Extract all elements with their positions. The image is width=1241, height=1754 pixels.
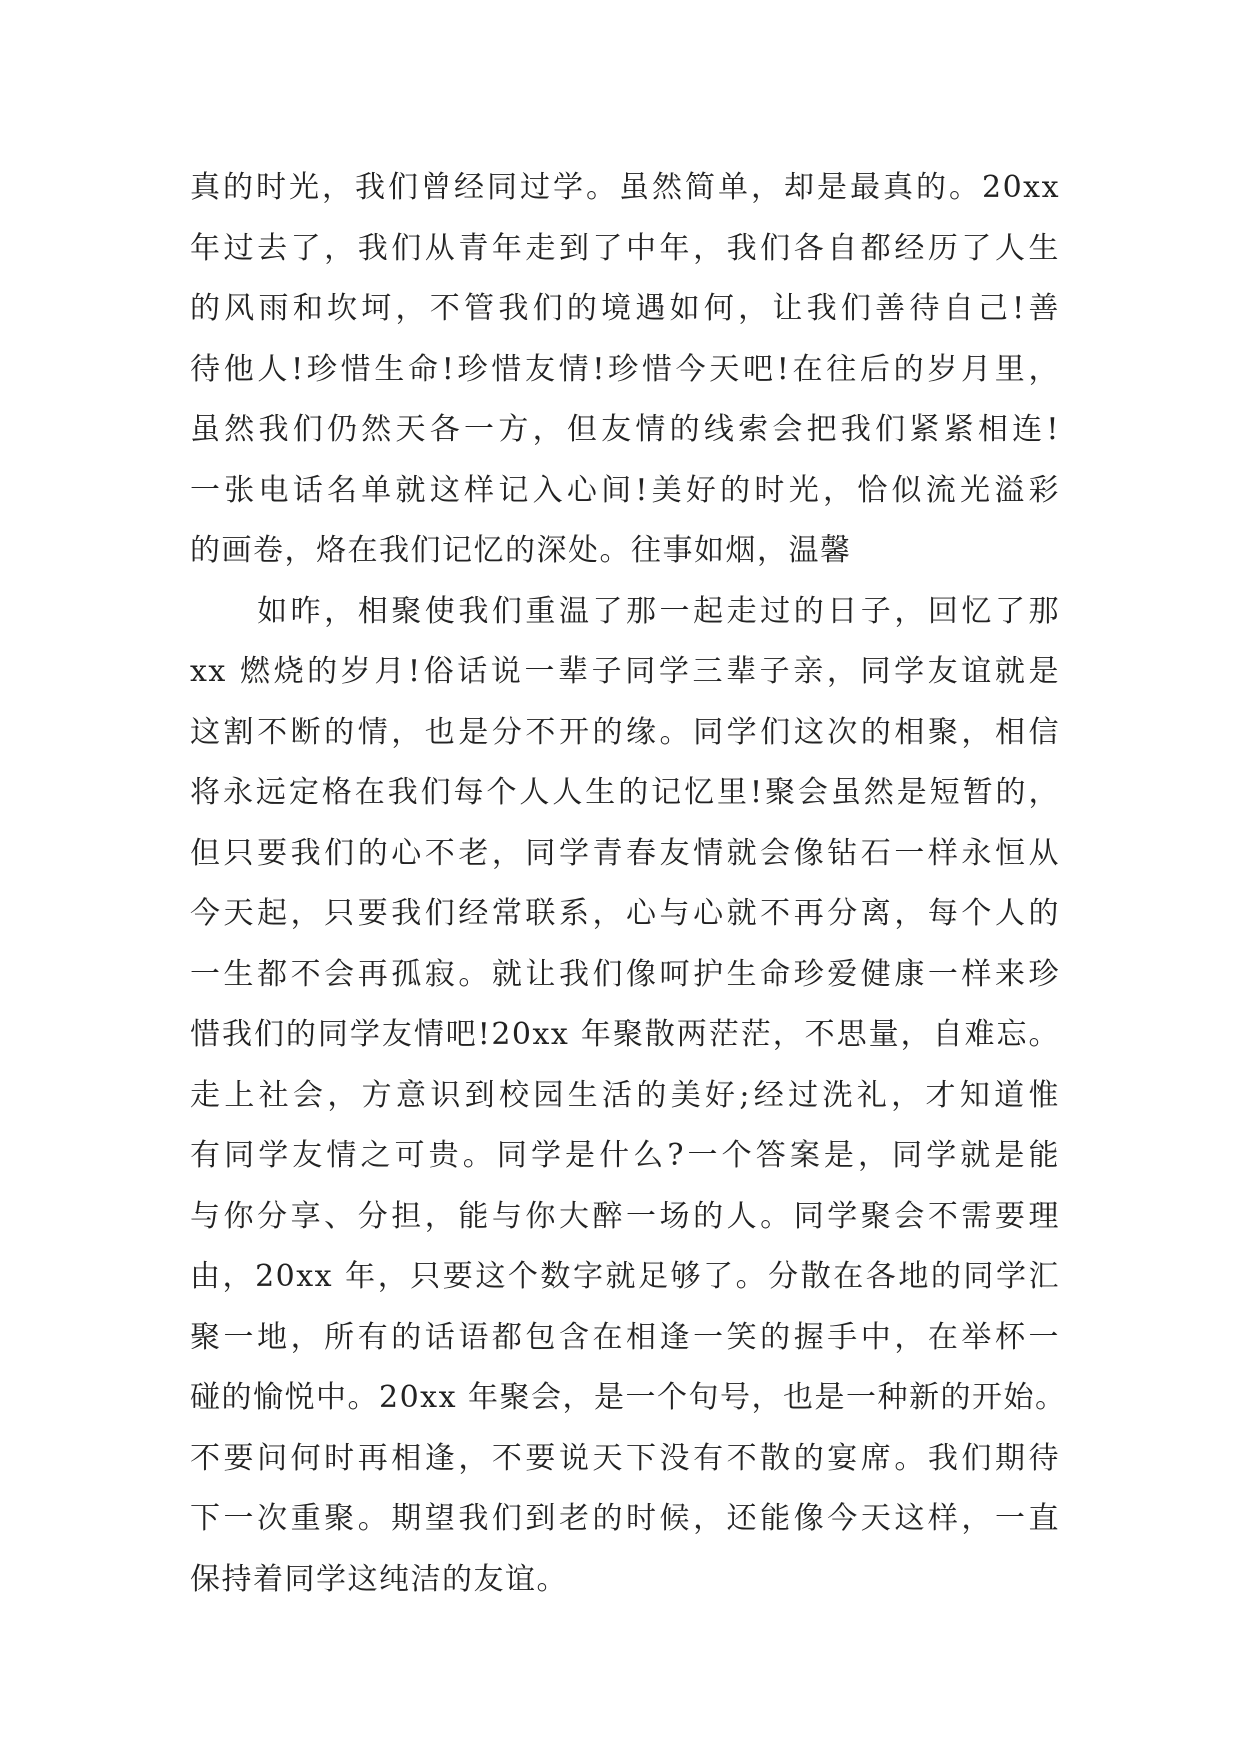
text-line: 保持着同学这纯洁的友谊。 <box>190 1561 568 1597</box>
text-line: 年过去了，我们从青年走到了中年，我们各自都经历了人生 <box>190 230 1060 266</box>
text-line: 的风雨和坎坷，不管我们的境遇如何，让我们善待自己!善 <box>190 291 1060 326</box>
body-text <box>190 158 1067 1610</box>
text-line: 的画卷，烙在我们记忆的深处。往事如烟，温馨 <box>190 533 852 568</box>
text-line: xx 燃烧的岁月!俗话说一辈子同学三辈子亲，同学友谊就是 <box>190 654 1060 689</box>
text-line: 由，20xx 年，只要这个数字就足够了。分散在各地的同学汇 <box>190 1259 1060 1294</box>
text-line: 下一次重聚。期望我们到老的时候，还能像今天这样，一直 <box>190 1501 1060 1536</box>
text-line: 一张电话名单就这样记入心间!美好的时光，恰似流光溢彩 <box>190 472 1060 508</box>
text-line: 聚一地，所有的话语都包含在相逢一笑的握手中，在举杯一 <box>190 1319 1060 1355</box>
text-line: 将永远定格在我们每个人人生的记忆里!聚会虽然是短暂的， <box>190 775 1060 810</box>
text-line: 今天起，只要我们经常联系，心与心就不再分离，每个人的 <box>190 896 1060 931</box>
text-line: 如昨，相聚使我们重温了那一起走过的日子，回忆了那 <box>190 593 1060 629</box>
text-line: 虽然我们仍然天各一方，但友情的线索会把我们紧紧相连! <box>190 412 1060 447</box>
text-line: 一生都不会再孤寂。就让我们像呵护生命珍爱健康一样来珍 <box>190 956 1060 992</box>
text-line: 与你分享、分担，能与你大醉一场的人。同学聚会不需要理 <box>190 1198 1060 1234</box>
text-line: 有同学友情之可贵。同学是什么?一个答案是，同学就是能 <box>190 1138 1060 1173</box>
text-line: 走上社会，方意识到校园生活的美好;经过洗礼，才知道惟 <box>190 1077 1060 1113</box>
text-line: 但只要我们的心不老，同学青春友情就会像钻石一样永恒从 <box>190 835 1060 871</box>
text-line: 这割不断的情，也是分不开的缘。同学们这次的相聚，相信 <box>190 714 1060 750</box>
text-line: 碰的愉悦中。20xx 年聚会，是一个句号，也是一种新的开始。 <box>190 1380 1067 1415</box>
text-line: 待他人!珍惜生命!珍惜友情!珍惜今天吧!在往后的岁月里， <box>190 351 1060 387</box>
text-line: 不要问何时再相逢，不要说天下没有不散的宴席。我们期待 <box>190 1440 1060 1476</box>
text-line: 惜我们的同学友情吧!20xx 年聚散两茫茫，不思量，自难忘。 <box>190 1017 1060 1052</box>
text-line: 真的时光，我们曾经同过学。虽然简单，却是最真的。20xx <box>190 170 1060 205</box>
